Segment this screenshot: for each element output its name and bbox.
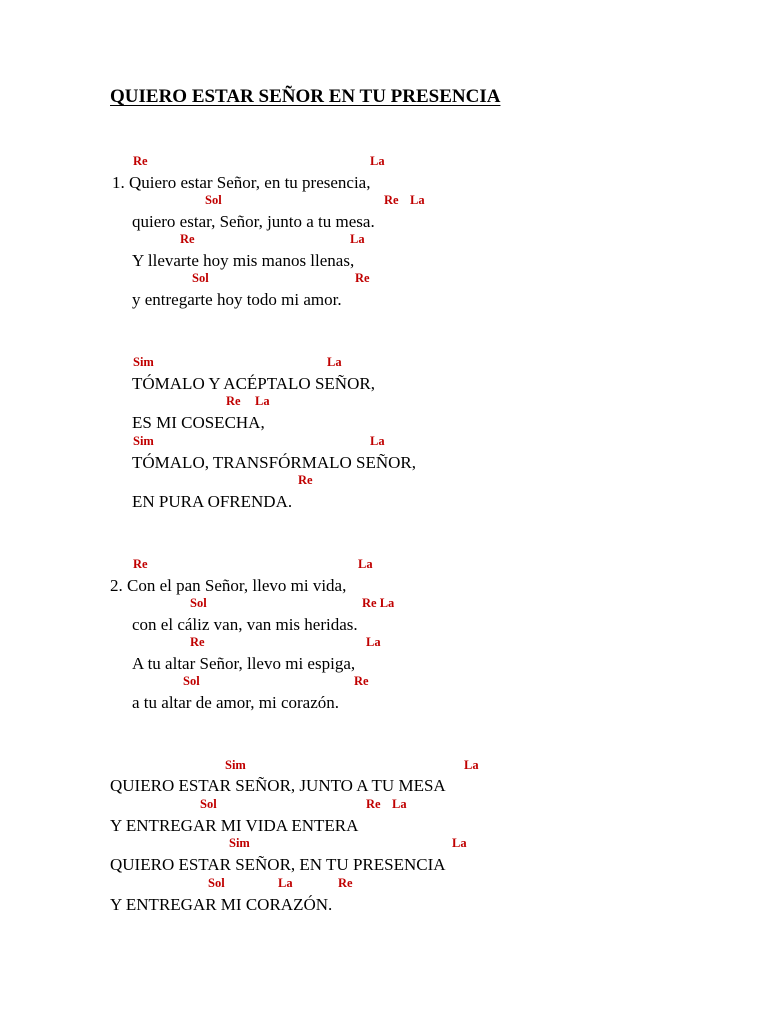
chord: La <box>370 434 385 448</box>
chord: La <box>278 876 293 890</box>
chord: La <box>392 797 407 811</box>
lyric-line: A tu altar Señor, llevo mi espiga, <box>132 654 356 673</box>
chord: La <box>366 635 381 649</box>
chord: La <box>370 154 385 168</box>
lyric-line: TÓMALO, TRANSFÓRMALO SEÑOR, <box>132 453 416 472</box>
chord: Re <box>133 154 148 168</box>
chord: Sim <box>225 758 246 772</box>
chord: Re <box>366 797 381 811</box>
chord: Re <box>384 193 399 207</box>
chord: Sol <box>200 797 217 811</box>
chord: Re <box>133 557 148 571</box>
chord: Sol <box>183 674 200 688</box>
lyric-line: quiero estar, Señor, junto a tu mesa. <box>132 212 375 231</box>
song-title: QUIERO ESTAR SEÑOR EN TU PRESENCIA <box>110 86 501 107</box>
lyric-line: Y ENTREGAR MI VIDA ENTERA <box>110 816 359 835</box>
lyric-line: 1. Quiero estar Señor, en tu presencia, <box>112 173 371 192</box>
lyric-line: Y ENTREGAR MI CORAZÓN. <box>110 895 333 914</box>
chord: La <box>464 758 479 772</box>
chord: Sim <box>133 355 154 369</box>
lyric-line: a tu altar de amor, mi corazón. <box>132 693 340 712</box>
lyric-line: EN PURA OFRENDA. <box>132 492 293 511</box>
chord: Sol <box>208 876 225 890</box>
chord: Sim <box>133 434 154 448</box>
lyric-line: y entregarte hoy todo mi amor. <box>132 290 342 309</box>
lyric-line: Y llevarte hoy mis manos llenas, <box>132 251 355 270</box>
chord: La <box>255 394 270 408</box>
chord: Re <box>180 232 195 246</box>
chord: Re <box>338 876 353 890</box>
chord: La <box>358 557 373 571</box>
chord: La <box>350 232 365 246</box>
chord: Re <box>298 473 313 487</box>
lyric-line: QUIERO ESTAR SEÑOR, EN TU PRESENCIA <box>110 855 446 874</box>
chord: Re <box>355 271 370 285</box>
lyric-line: ES MI COSECHA, <box>132 413 265 432</box>
chord: Re <box>226 394 241 408</box>
chord: Re <box>354 674 369 688</box>
lyric-line: TÓMALO Y ACÉPTALO SEÑOR, <box>132 374 375 393</box>
chord: La <box>327 355 342 369</box>
chord: Re La <box>362 596 395 610</box>
chord: La <box>452 836 467 850</box>
chord: Sol <box>190 596 207 610</box>
chord: Sim <box>229 836 250 850</box>
chord: Sol <box>192 271 209 285</box>
lyric-line: con el cáliz van, van mis heridas. <box>132 615 358 634</box>
chord: Sol <box>205 193 222 207</box>
chord: La <box>410 193 425 207</box>
chord: Re <box>190 635 205 649</box>
lyric-line: QUIERO ESTAR SEÑOR, JUNTO A TU MESA <box>110 776 446 795</box>
lyric-line: 2. Con el pan Señor, llevo mi vida, <box>110 576 347 595</box>
